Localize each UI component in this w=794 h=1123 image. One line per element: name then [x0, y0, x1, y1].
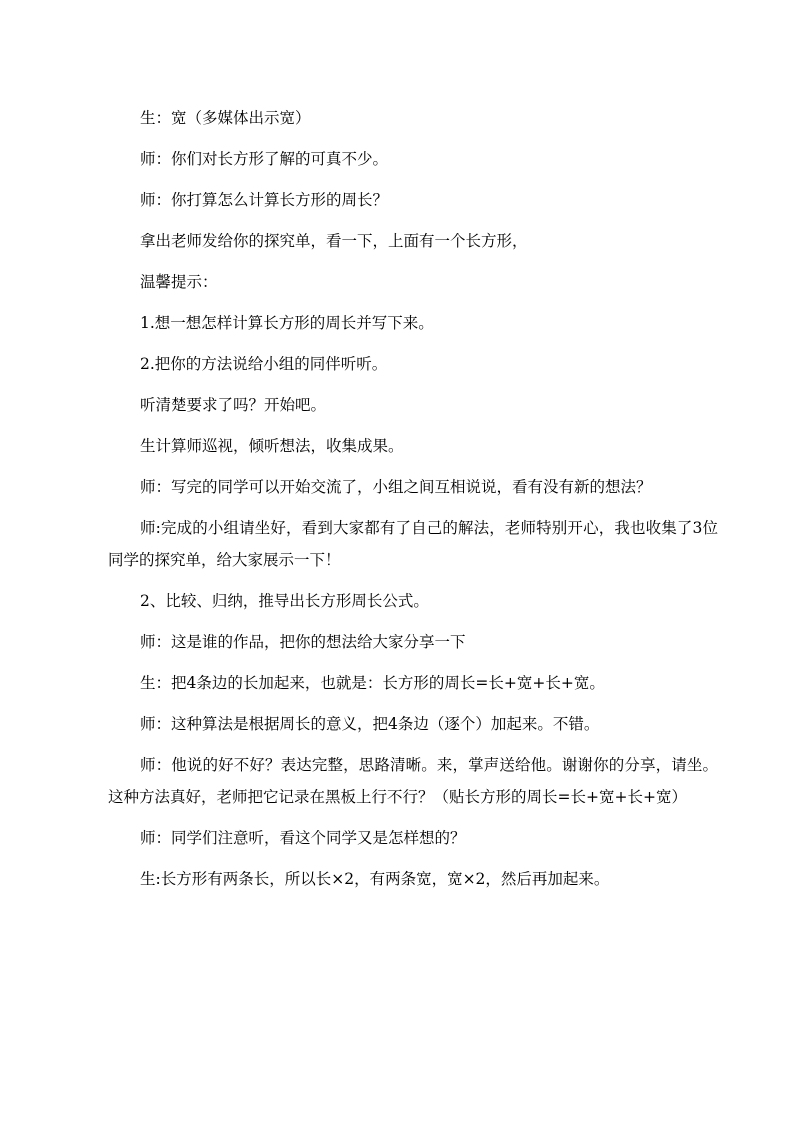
paragraph-14: 生：把4条边的长加起来，也就是：长方形的周长=长+宽+长+宽。: [140, 674, 605, 692]
paragraph-6: 1.想一想怎样计算长方形的周长并写下来。: [140, 314, 434, 332]
paragraph-2: 师：你们对长方形了解的可真不少。: [140, 150, 389, 168]
paragraph-8: 听清楚要求了吗？开始吧。: [140, 396, 327, 414]
paragraph-7: 2.把你的方法说给小组的同伴听听。: [140, 355, 388, 373]
paragraph-18: 生:长方形有两条长，所以长×2，有两条宽，宽×2，然后再加起来。: [140, 870, 610, 888]
paragraph-12: 2、比较、归纳，推导出长方形周长公式。: [140, 592, 429, 610]
paragraph-1: 生：宽（多媒体出示宽）: [140, 109, 311, 127]
paragraph-16: 师：他说的好不好？表达完整，思路清晰。来，掌声送给他。谢谢你的分享，请坐。这种方法真好，老师把它记录在黑板上行不行？（贴长方形的周长=长+宽+长+宽）: [108, 756, 718, 806]
paragraph-9: 生计算师巡视，倾听想法，收集成果。: [140, 437, 404, 455]
paragraph-15: 师：这种算法是根据周长的意义，把4条边（逐个）加起来。不错。: [140, 715, 600, 733]
paragraph-13: 师：这是谁的作品，把你的想法给大家分享一下: [140, 633, 466, 651]
lesson-transcript: [108, 102, 718, 904]
paragraph-4: 拿出老师发给你的探究单，看一下，上面有一个长方形，: [140, 232, 528, 250]
paragraph-3: 师：你打算怎么计算长方形的周长？: [140, 191, 389, 209]
paragraph-5: 温馨提示：: [140, 273, 218, 291]
paragraph-17: 师：同学们注意听，看这个同学又是怎样想的？: [140, 829, 466, 847]
paragraph-11: 师:完成的小组请坐好，看到大家都有了自己的解法，老师特别开心，我也收集了3位同学的探究单，给大家展示一下！: [108, 519, 718, 569]
paragraph-10: 师：写完的同学可以开始交流了，小组之间互相说说，看有没有新的想法？: [140, 478, 652, 496]
